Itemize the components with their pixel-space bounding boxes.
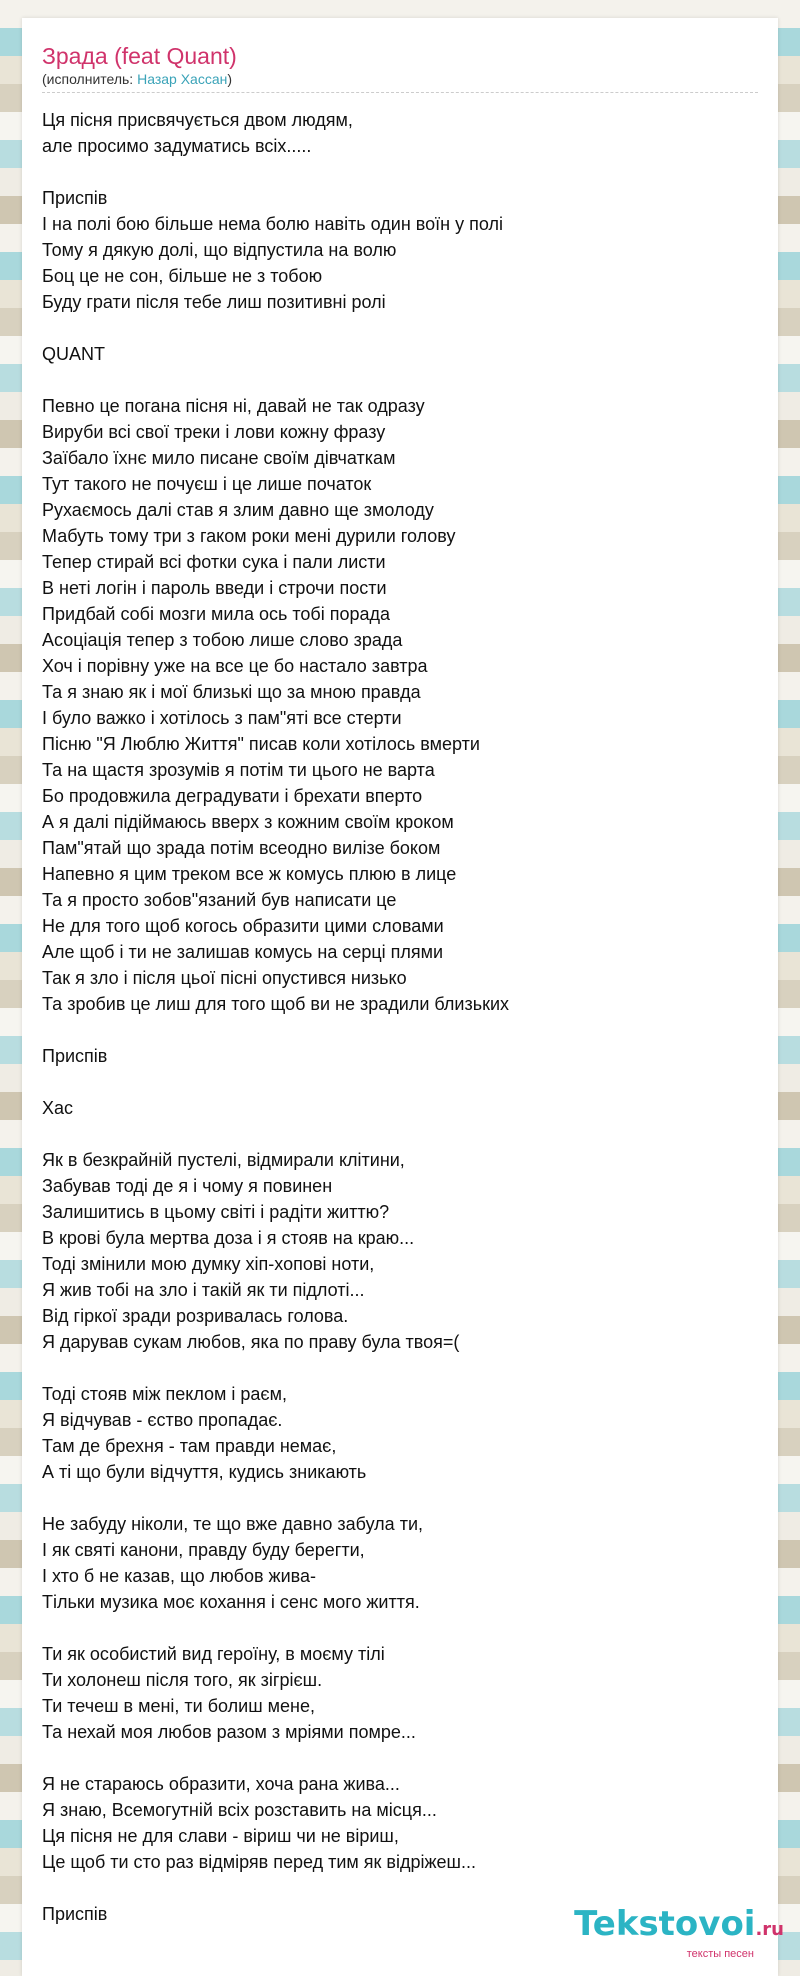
lyrics-line: Пам"ятай що зрада потім всеодно вилізе боком	[42, 838, 441, 858]
lyrics-line: Тому я дякую долі, що відпустила на волю	[42, 240, 397, 260]
lyrics-line: QUANT	[42, 344, 105, 364]
lyrics-line: Ти як особистий вид героїну, в моєму тілі	[42, 1644, 385, 1664]
lyrics-line: А я далі підіймаюсь вверх з кожним своїм кроком	[42, 812, 454, 832]
lyrics-blank-line	[42, 1017, 758, 1043]
lyrics-line: Пісню "Я Люблю Життя" писав коли хотілось вмерти	[42, 734, 480, 754]
logo-wordmark	[574, 1906, 784, 1948]
lyrics-line: І було важко і хотілось з пам"яті все стерти	[42, 708, 402, 728]
lyrics-line: Приспів	[42, 1046, 108, 1066]
lyrics-line: Та я просто зобов"язаний був написати це	[42, 890, 397, 910]
lyrics-line: Хас	[42, 1098, 74, 1118]
lyrics-line: Тут такого не почуєш і це лише початок	[42, 474, 372, 494]
lyrics-card	[22, 18, 778, 1976]
lyrics-line: Вируби всі свої треки і лови кожну фразу	[42, 422, 386, 442]
lyrics-line: Буду грати після тебе лиш позитивні ролі	[42, 292, 386, 312]
lyrics-line: Ця пісня не для слави - віриш чи не віриш,	[42, 1826, 399, 1846]
lyrics-line: Рухаємось далі став я злим давно ще змолоду	[42, 500, 434, 520]
lyrics-line: І на полі бою більше нема болю навіть один воїн у полі	[42, 214, 503, 234]
lyrics-line: Тільки музика моє кохання і сенс мого життя.	[42, 1592, 420, 1612]
lyrics-blank-line	[42, 1875, 758, 1901]
lyrics-line: Не для того щоб когось образити цими словами	[42, 916, 444, 936]
lyrics-line: Як в безкрайній пустелі, відмирали клітини,	[42, 1150, 405, 1170]
lyrics-line: Я не стараюсь образити, хоча рана жива...	[42, 1774, 400, 1794]
artist-line	[42, 70, 758, 93]
lyrics-line: Тоді стояв між пеклом і раєм,	[42, 1384, 287, 1404]
lyrics-line: Забував тоді де я і чому я повинен	[42, 1176, 333, 1196]
lyrics-line: Заїбало їхнє мило писане своїм дівчаткам	[42, 448, 396, 468]
lyrics-blank-line	[42, 1121, 758, 1147]
lyrics-line: Тоді змінили мою думку хіп-хопові ноти,	[42, 1254, 375, 1274]
lyrics-line: Асоціація тепер з тобою лише слово зрада	[42, 630, 403, 650]
lyrics-line: Так я зло і після цьої пісні опустився низько	[42, 968, 407, 988]
lyrics-line: І як святі канони, правду буду берегти,	[42, 1540, 365, 1560]
logo-tagline: тексты песен	[686, 1948, 754, 1960]
lyrics-line: Ти течеш в мені, ти болиш мене,	[42, 1696, 315, 1716]
lyrics-line: Тепер стирай всі фотки сука і пали листи	[42, 552, 386, 572]
lyrics-line: Та я знаю як і мої близькі що за мною правда	[42, 682, 421, 702]
lyrics-line: Придбай собі мозги мила ось тобі порада	[42, 604, 391, 624]
site-logo[interactable]	[574, 1906, 784, 1960]
lyrics-line: Залишитись в цьому світі і радіти життю?	[42, 1202, 390, 1222]
lyrics-line: В неті логін і пароль введи і строчи пости	[42, 578, 387, 598]
lyrics-line: Та нехай моя любов разом з мріями помре...	[42, 1722, 416, 1742]
lyrics-line: Боц це не сон, більше не з тобою	[42, 266, 323, 286]
logo-tld: .ru	[755, 1919, 784, 1940]
lyrics-blank-line	[42, 1485, 758, 1511]
lyrics-line: В крові була мертва доза і я стояв на краю...	[42, 1228, 415, 1248]
lyrics-blank-line	[42, 1615, 758, 1641]
lyrics-line: Там де брехня - там правди немає,	[42, 1436, 337, 1456]
lyrics-line: Напевно я цим треком все ж комусь плюю в лице	[42, 864, 457, 884]
lyrics-line: А ті що були відчуття, кудись зникають	[42, 1462, 367, 1482]
lyrics-line: Бо продовжила деградувати і брехати вперто	[42, 786, 423, 806]
artist-suffix: )	[227, 71, 233, 87]
lyrics-line: І хто б не казав, що любов жива-	[42, 1566, 316, 1586]
lyrics-line: Не забуду ніколи, те що вже давно забула ти,	[42, 1514, 423, 1534]
artist-link[interactable]: Назар Хассан	[137, 71, 228, 87]
lyrics-blank-line	[42, 315, 758, 341]
lyrics-blank-line	[42, 1355, 758, 1381]
lyrics-line: Я знаю, Всемогутній всіх розставить на місця...	[42, 1800, 437, 1820]
lyrics-line: але просимо задуматись всіх.....	[42, 136, 312, 156]
lyrics-line: Від гіркої зради розривалась голова.	[42, 1306, 349, 1326]
lyrics-line: Я жив тобі на зло і такій як ти підлоті...	[42, 1280, 365, 1300]
lyrics-line: Мабуть тому три з гаком роки мені дурили голову	[42, 526, 456, 546]
lyrics-line: Але щоб і ти не залишав комусь на серці плями	[42, 942, 444, 962]
lyrics-line: Певно це погана пісня ні, давай не так одразу	[42, 396, 425, 416]
lyrics-body	[42, 107, 758, 1927]
lyrics-line: Це щоб ти сто раз відміряв перед тим як відріжеш...	[42, 1852, 476, 1872]
logo-name: Tekstovoi	[574, 1904, 756, 1944]
lyrics-line: Ти холонеш після того, як зігрієш.	[42, 1670, 323, 1690]
lyrics-line: Та зробив це лиш для того щоб ви не зрадили близьких	[42, 994, 510, 1014]
lyrics-blank-line	[42, 1069, 758, 1095]
lyrics-blank-line	[42, 1745, 758, 1771]
lyrics-blank-line	[42, 367, 758, 393]
lyrics-line: Хоч і порівну уже на все це бо настало завтра	[42, 656, 428, 676]
song-title: Зрада (feat Quant)	[42, 43, 237, 69]
lyrics-line: Приспів	[42, 1904, 108, 1924]
lyrics-line: Та на щастя зрозумів я потім ти цього не варта	[42, 760, 435, 780]
lyrics-line: Ця пісня присвячується двом людям,	[42, 110, 353, 130]
lyrics-line: Я відчував - єство пропадає.	[42, 1410, 283, 1430]
artist-prefix: (исполнитель:	[42, 71, 138, 87]
lyrics-blank-line	[42, 159, 758, 185]
lyrics-line: Приспів	[42, 188, 108, 208]
lyrics-line: Я дарував сукам любов, яка по праву була твоя=(	[42, 1332, 460, 1352]
